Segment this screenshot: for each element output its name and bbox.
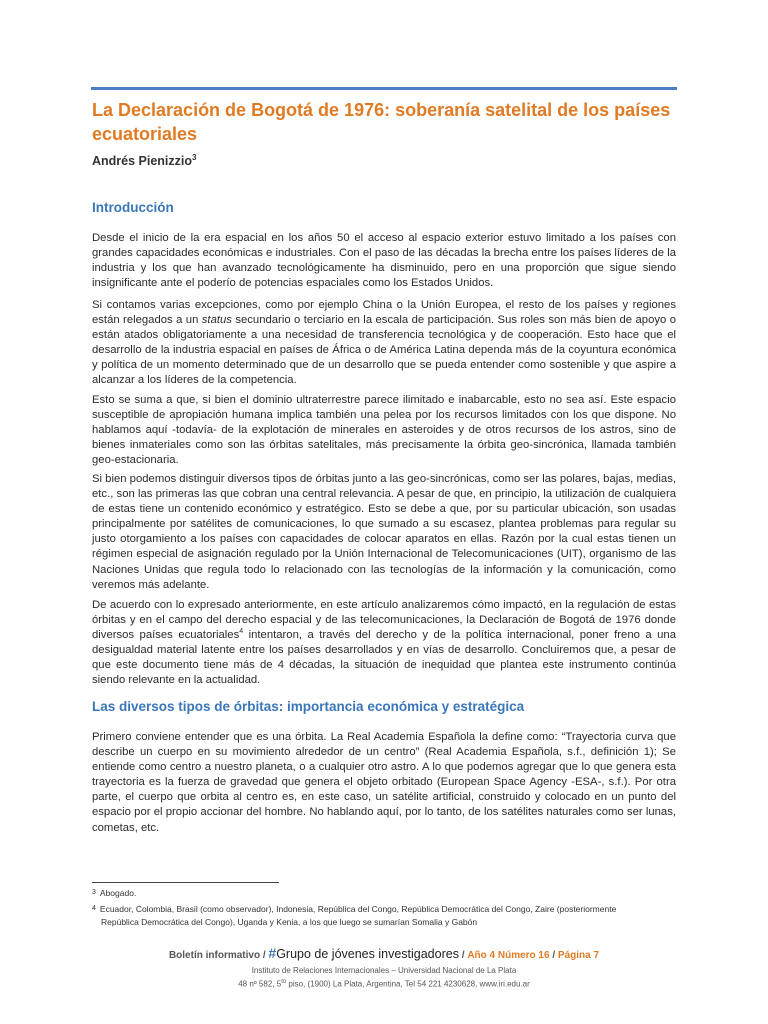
paragraph-2: Si contamos varias excepciones, como por ejemplo China o la Unión Europea, el resto de los países y regiones están relegados a un status secundario o terciario en la escala de participación. Sus roles son más bien de apoyo o están atados obligatoriamente a una necesidad de transferencia tecnológica y de cooperación. Esto hace que el desarrollo de la industria espacial en países de África o de América Latina dependa más de la coyuntura económica y política de un momento determinado que de un desarrollo que se pueda entender como sostenible y que aspire a alcanzar a los líderes de la competencia. <box>92 299 676 387</box>
footnote-divider <box>92 882 279 883</box>
group-logo: #Grupo de jóvenes investigadores <box>268 945 459 961</box>
footer-institute: Instituto de Relaciones Internacionales – Universidad Nacional de La Plata <box>251 966 517 975</box>
article-title: La Declaración de Bogotá de 1976: soberanía satelital de los países ecuatoriales <box>92 100 671 144</box>
page-number: Página 7 <box>557 950 600 961</box>
issue-number: Año 4 Número 16 <box>467 950 550 961</box>
section-heading-introduction: Introducción <box>92 200 174 215</box>
paragraph-5: De acuerdo con lo expresado anteriormente, en este artículo analizaremos cómo impactó, en la regulación de estas órbitas y en el campo del derecho espacial y de las telecomunicaciones, la Declaración de Bogotá de 1976 donde diversos países ecuatoriales$^4$ intentaron, a través del derecho y de la política internacional, poner freno a una desigualdad material latente entre los países desarrollados y en vías de desarrollo. Concluiremos que, a pesar de que este documento tiene más de 4 décadas, la situación de inequidad que plantea este instrumento continúa siendo relevante en la actualidad. <box>92 599 676 687</box>
footnote-4: $^4$ Ecuador, Colombia, Brasil (como observador), Indonesia, República del Congo, República Democrática del Congo, Zaire (posteriormente República Democrática del Congo), Uganda y Kenia, a los que luego se sumarían Somalia y Gabón <box>92 904 617 927</box>
author-footnote-ref: 3 <box>192 153 197 162</box>
paragraph-6: Primero conviene entender que es una órbita. La Real Academia Española la define como: “Trayectoria curva que describe un cuerpo en su movimiento alrededor de un centro” (Real Academia Española, s.f., definición 1); Se entiende como centro a nuestro planeta, o a cualquier otro astro. A lo que podemos agregar que lo que genera esta trayectoria es la fuerza de gravedad que genera el objeto orbitado (European Space Agency -ESA-, s.f.). Por otra parte, el cuerpo que orbita al centro es, en este caso, un satélite artificial, construido y colocado en un punto del espacio por el propio accionar del hombre. No hablando aquí, por lo tanto, de los satélites naturales como ser lunas, cometas, etc. <box>92 731 676 834</box>
footer-address: 48 nº 582, $5^{to}$ piso, (1900) La Plata, Argentina, Tel 54 221 4230628, www.iri.edu.ar <box>238 979 530 989</box>
footnote-ref-4: 4 <box>239 628 244 636</box>
footer-bulletin-label: Boletín informativo / <box>168 950 266 961</box>
paragraph-4: Si bien podemos distinguir diversos tipos de órbitas junto a las geo-sincrónicas, como ser las polares, bajas, medias, etc., son las primeras las que cobran una central relevancia. A pesar de que, en principio, la utilización de cualquiera de estas tiene un contenido económico y estratégico. Esto se debe a que, por su particular ubicación, son usadas principalmente por satélites de comunicaciones, lo que sumado a su escasez, plantea problemas para regular su justo otorgamiento a los países con capacidades de colocar aparatos en ellas. Razón por la cual estas tienen un régimen especial de asignación regulado por la Unión Internacional de Telecomunicaciones (UIT), organismo de las Naciones Unidas que regula todo lo relacionado con las tecnologías de la información y la comunicación, como veremos más adelante. <box>92 473 676 591</box>
hashtag-icon: # <box>268 945 277 961</box>
footnote-3: $^3$ Abogado. <box>92 888 137 898</box>
paragraph-1: Desde el inicio de la era espacial en los años 50 el acceso al espacio exterior estuvo limitado a los países con grandes capacidades económicas e industriales. Con el paso de las décadas la brecha entre los países líderes de la industria y los que han avanzado tecnológicamente ha disminuido, pero en una proporción que sigue siendo insignificante ante el poderío de potencias espaciales como los Estados Unidos. <box>92 232 676 290</box>
footer-bulletin: Boletín informativo / #Grupo de jóvenes investigadores / Año 4 Número 16 / Página 7 <box>168 945 600 961</box>
paragraph-3: Esto se suma a que, si bien el dominio ultraterrestre parece ilimitado e inabarcable, esto no sea así. Este espacio susceptible de apropiación humana implica también una pelea por los recursos limitados con los que dispone. No hablamos aquí -todavía- de la explotación de minerales en asteroides y de otros recursos de los astros, sino de bienes inmateriales como son las órbitas satelitales, más precisamente la órbita geo-sincrónica, llamada también geo-estacionaria. <box>92 394 676 467</box>
section-heading-orbits: Las diversos tipos de órbitas: importancia económica y estratégica <box>92 699 525 714</box>
author-name: Andrés Pienizzio$^3$ <box>92 153 197 169</box>
top-rule <box>91 87 677 90</box>
